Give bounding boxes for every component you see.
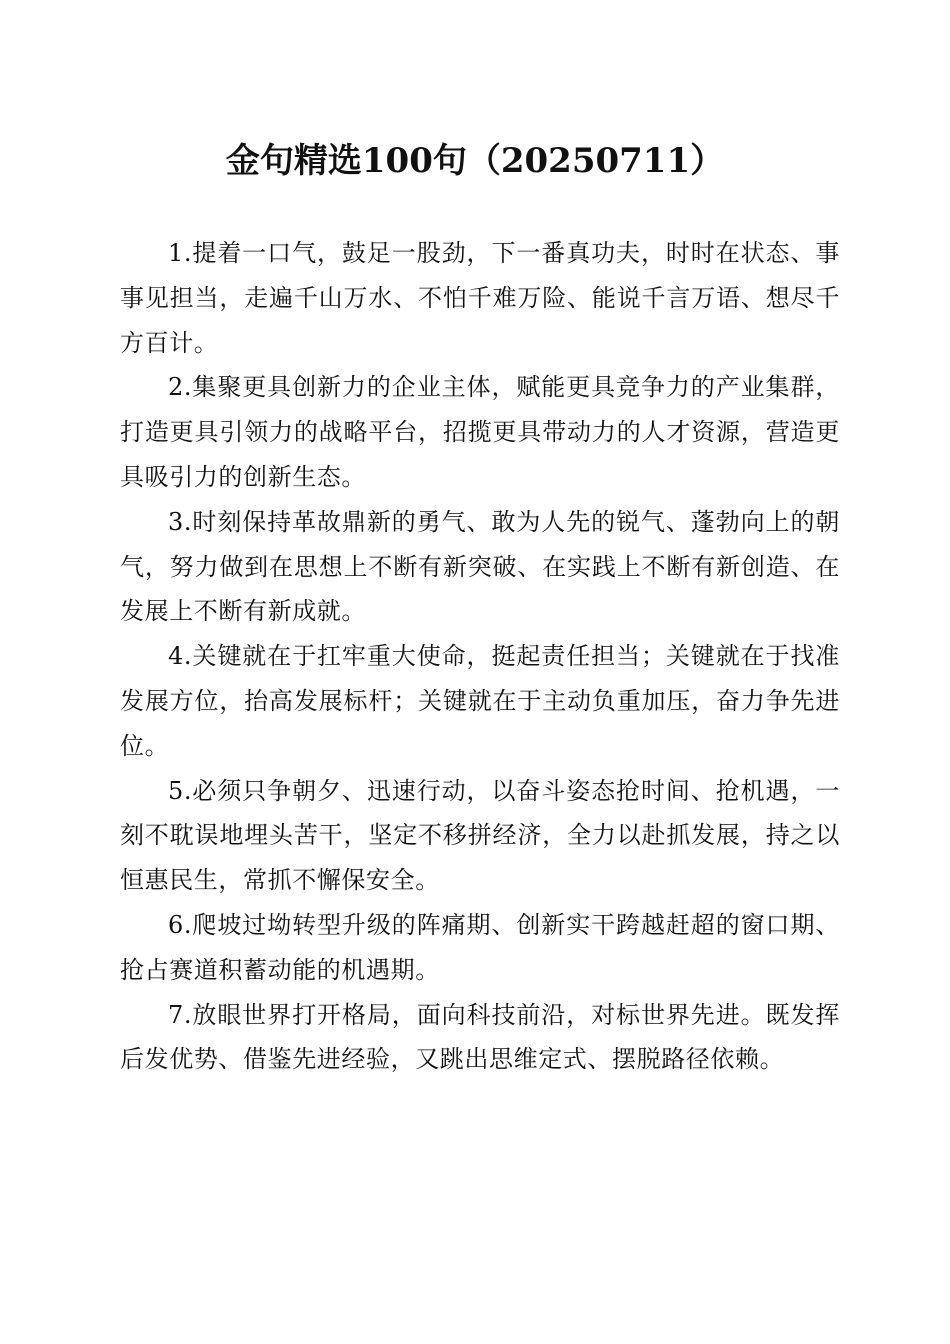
quote-paragraph-7: 7.放眼世界打开格局，面向科技前沿，对标世界先进。既发挥后发优势、借鉴先进经验，又跳出思维定式、摆脱路径依赖。 xyxy=(120,1000,840,1074)
quote-paragraph-6: 6.爬坡过坳转型升级的阵痛期、创新实干跨越赶超的窗口期、抢占赛道积蓄动能的机遇期。 xyxy=(120,910,840,984)
quote-paragraph-3: 3.时刻保持革故鼎新的勇气、敢为人先的锐气、蓬勃向上的朝气，努力做到在思想上不断有新突破、在实践上不断有新创造、在发展上不断有新成就。 xyxy=(120,507,840,626)
quote-paragraph-5: 5.必须只争朝夕、迅速行动，以奋斗姿态抢时间、抢机遇，一刻不耽误地埋头苦干，坚定不移拼经济，全力以赴抓发展，持之以恒惠民生，常抓不懈保安全。 xyxy=(120,776,840,895)
document-body xyxy=(120,231,840,1082)
quote-paragraph-2: 2.集聚更具创新力的企业主体，赋能更具竞争力的产业集群，打造更具引领力的战略平台，招揽更具带动力的人才资源，营造更具吸引力的创新生态。 xyxy=(120,373,840,491)
document-title: 金句精选100句（20250711） xyxy=(225,141,725,181)
quote-paragraph-4: 4.关键就在于扛牢重大使命，挺起责任担当；关键就在于找准发展方位，抬高发展标杆；关键就在于主动负重加压，奋力争先进位。 xyxy=(120,642,840,760)
quote-paragraph-1: 1.提着一口气，鼓足一股劲，下一番真功夫，时时在状态、事事见担当，走遍千山万水、不怕千难万险、能说千言万语、想尽千方百计。 xyxy=(120,239,840,357)
